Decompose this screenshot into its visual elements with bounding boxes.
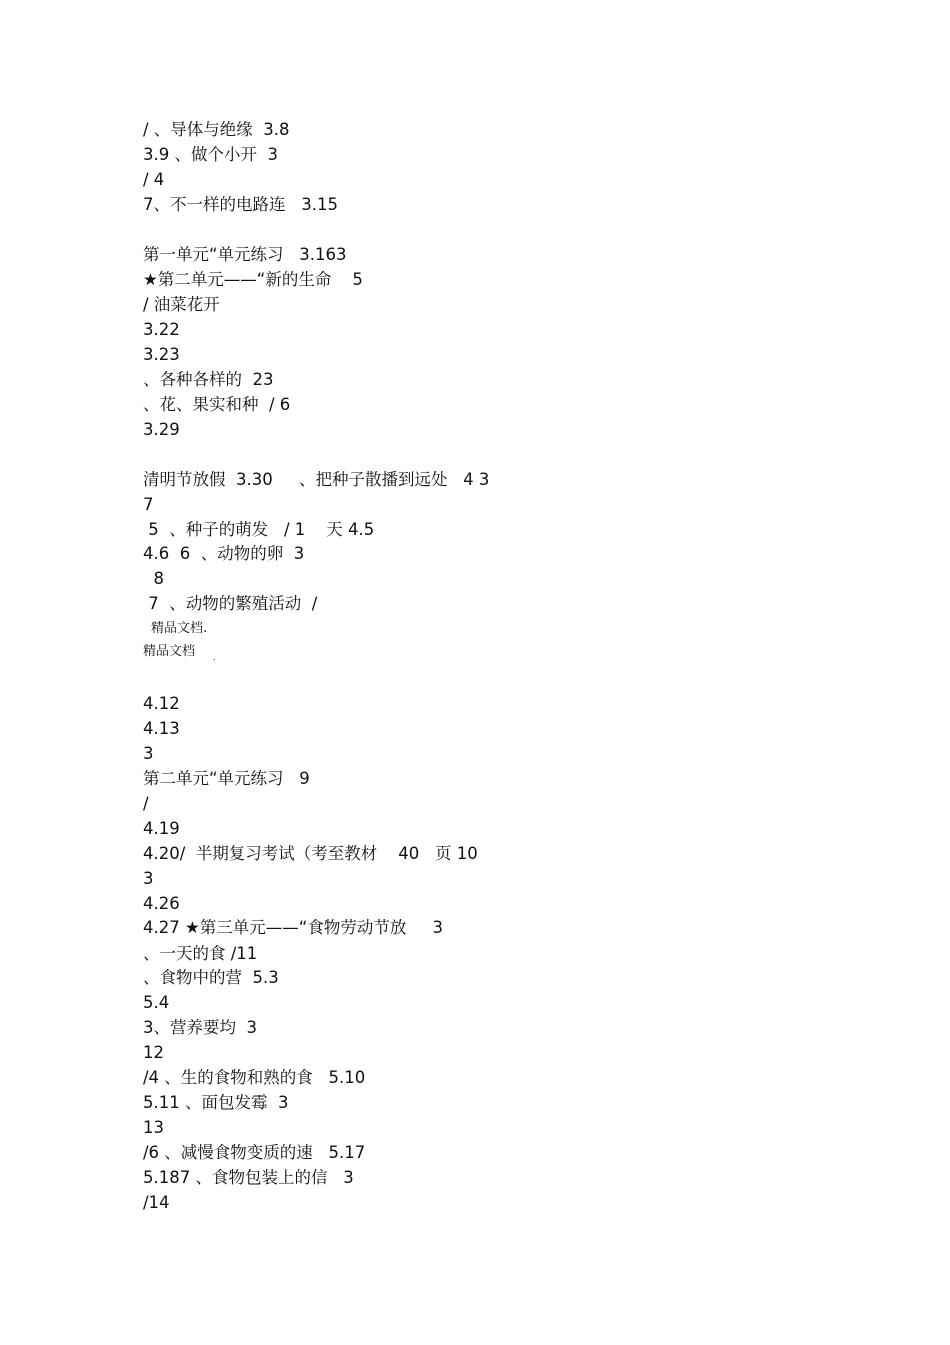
text-line: 5.11 、面包发霉 3 [143, 1093, 289, 1112]
text-line: 3 [143, 744, 154, 763]
text-line: 、花、果实和种 / 6 [143, 395, 291, 414]
text-line: / 4 [143, 170, 165, 189]
text-line: 5 、种子的萌发 / 1 天 4.5 [143, 520, 375, 539]
watermark-dot: . [213, 653, 216, 662]
text-line: 4.13 [143, 719, 180, 738]
text-line: / [143, 794, 149, 813]
text-line: / 、导体与绝缘 3.8 [143, 120, 290, 139]
text-line: 第二单元“单元练习 9 [143, 769, 310, 788]
watermark-text: 精品文档 [143, 644, 196, 659]
text-line: 清明节放假 3.30 、把种子散播到远处 4 3 [143, 470, 490, 489]
text-line: ★第二单元——“新的生命 5 [143, 270, 363, 289]
text-line: 12 [143, 1043, 164, 1062]
text-line: 3.22 [143, 320, 180, 339]
text-line: 4.26 [143, 894, 180, 913]
text-line: 4.20/ 半期复习考试（考至教材 40 页 10 [143, 844, 478, 863]
text-line: 3 [143, 869, 154, 888]
text-line: /4 、生的食物和熟的食 5.10 [143, 1068, 366, 1087]
text-line: 3、营养要均 3 [143, 1018, 257, 1037]
text-line: 4.12 [143, 694, 180, 713]
text-line: 7、不一样的电路连 3.15 [143, 195, 338, 214]
text-line: 5.187 、食物包装上的信 3 [143, 1168, 354, 1187]
text-line: 3.29 [143, 420, 180, 439]
text-line: 、食物中的营 5.3 [143, 968, 279, 987]
text-line: 3.9 、做个小开 3 [143, 145, 278, 164]
text-line: 4.27 ★第三单元——“食物劳动节放 3 [143, 918, 444, 937]
text-line: 、一天的食 /11 [143, 944, 258, 963]
text-line: 、各种各样的 23 [143, 370, 274, 389]
text-line: 5.4 [143, 993, 170, 1012]
text-line: 4.19 [143, 819, 180, 838]
text-line: 第一单元“单元练习 3.163 [143, 245, 347, 264]
text-line: 7 、动物的繁殖活动 / [143, 594, 318, 613]
text-line: 4.6 6 、动物的卵 3 [143, 544, 305, 563]
text-line: /6 、减慢食物变质的速 5.17 [143, 1143, 366, 1162]
text-line: 3.23 [143, 345, 180, 364]
watermark-text: 精品文档. [151, 621, 208, 636]
text-line: 7 [143, 495, 154, 514]
text-line: 8 [143, 569, 164, 588]
text-line: 13 [143, 1118, 164, 1137]
text-line: /14 [143, 1193, 170, 1212]
text-line: / 油菜花开 [143, 295, 220, 314]
